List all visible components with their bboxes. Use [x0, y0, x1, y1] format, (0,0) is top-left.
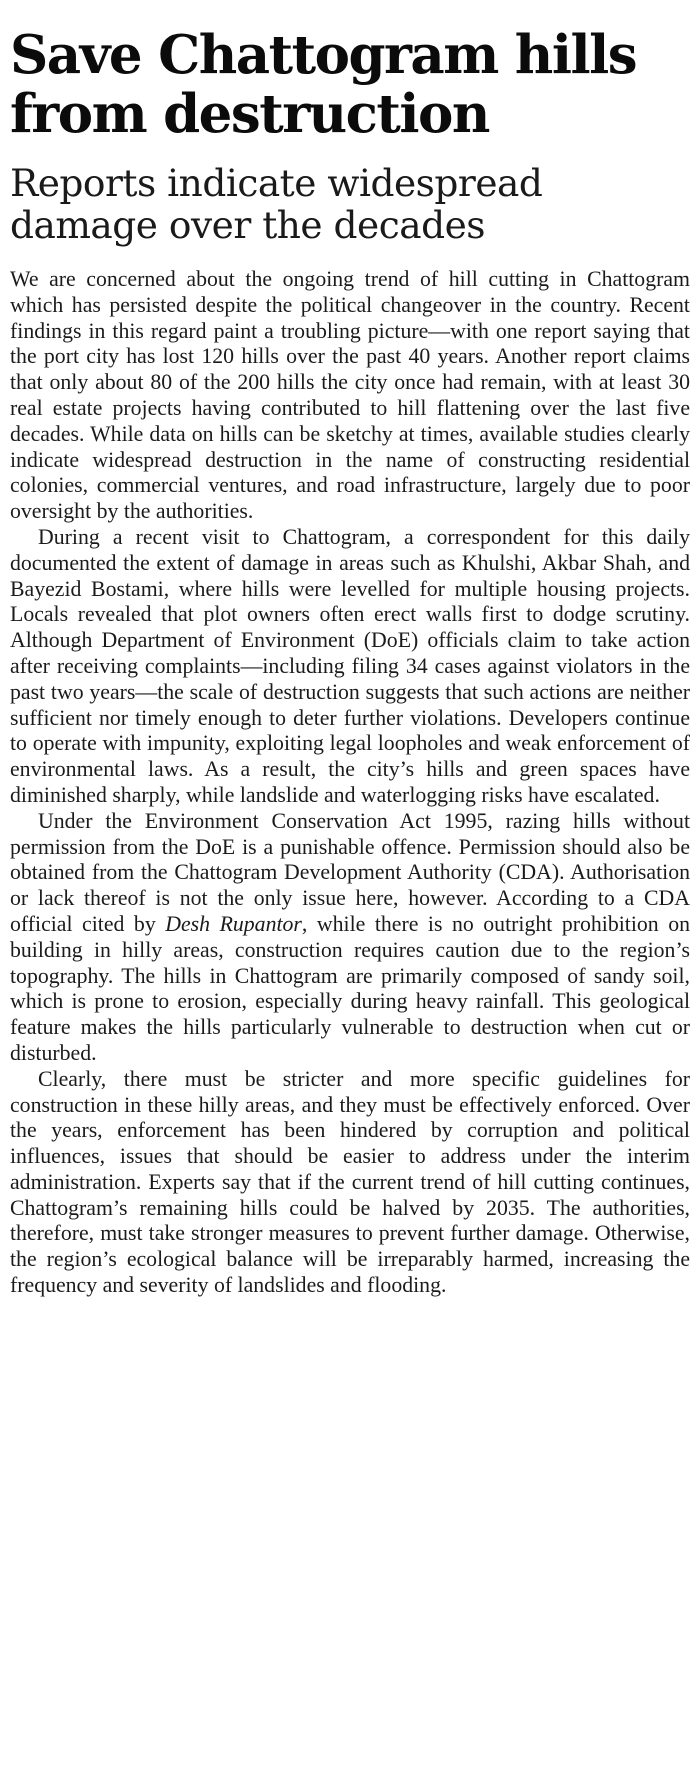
paragraph-3 — [10, 809, 690, 1067]
publication-name: Desh Rupantor — [165, 911, 302, 936]
paragraph-3-text-after: , while there is no outright prohibition on building in hilly areas, construction requires caution due to the region’s topography. The hills in Chattogram are primarily composed of sandy soil, which is prone to erosion, especially during heavy rainfall. This geological feature makes the hills particularly vulnerable to destruction when cut or disturbed. — [10, 911, 691, 1065]
article-body — [10, 267, 690, 1299]
paragraph-1: We are concerned about the ongoing trend of hill cutting in Chattogram which has persisted despite the political changeover in the country. Recent findings in this regard paint a troubling picture—with one report saying that the port city has lost 120 hills over the past 40 years. Another report claims that only about 80 of the 200 hills the city once had remain, with at least 30 real estate projects having contributed to hill flattening over the last five decades. While data on hills can be sketchy at times, available studies clearly indicate widespread destruction in the name of constructing residential colonies, commercial ventures, and road infrastructure, largely due to poor oversight by the authorities. — [10, 267, 690, 524]
paragraph-4: Clearly, there must be stricter and more specific guidelines for construction in these hilly areas, and they must be effectively enforced. Over the years, enforcement has been hindered by corruption and political influences, issues that should be easier to address under the interim administration. Experts say that if the current trend of hill cutting continues, Chattogram’s remaining hills could be halved by 2035. The authorities, therefore, must take stronger measures to prevent further damage. Otherwise, the region’s ecological balance will be irreparably harmed, increasing the frequency and severity of landslides and flooding. — [10, 1066, 690, 1298]
headline: Save Chattogram hills from destruction — [10, 24, 637, 145]
paragraph-2: During a recent visit to Chattogram, a correspondent for this daily documented the extent of damage in areas such as Khulshi, Akbar Shah, and Bayezid Bostami, where hills were levelled for multiple housing projects. Locals revealed that plot owners often erect walls first to dodge scrutiny. Although Department of Environment (DoE) officials claim to take action after receiving complaints—including filing 34 cases against violators in the past two years—the scale of destruction suggests that such actions are neither sufficient nor timely enough to deter further violations. Developers continue to operate with impunity, exploiting legal loopholes and weak enforcement of environmental laws. As a result, the city’s hills and green spaces have diminished sharply, while landslide and waterlogging risks have escalated. — [10, 524, 690, 807]
subheadline: Reports indicate widespread damage over the decades — [10, 161, 543, 247]
paragraph-3-text-before: Under the Environment Conservation Act 1995, razing hills without permission from the DoE is a punishable offence. Permission should also be obtained from the Chattogram Development Authority (CDA). Authorisation or lack thereof is not the only issue here, however. According to a CDA official cited by — [10, 808, 690, 936]
